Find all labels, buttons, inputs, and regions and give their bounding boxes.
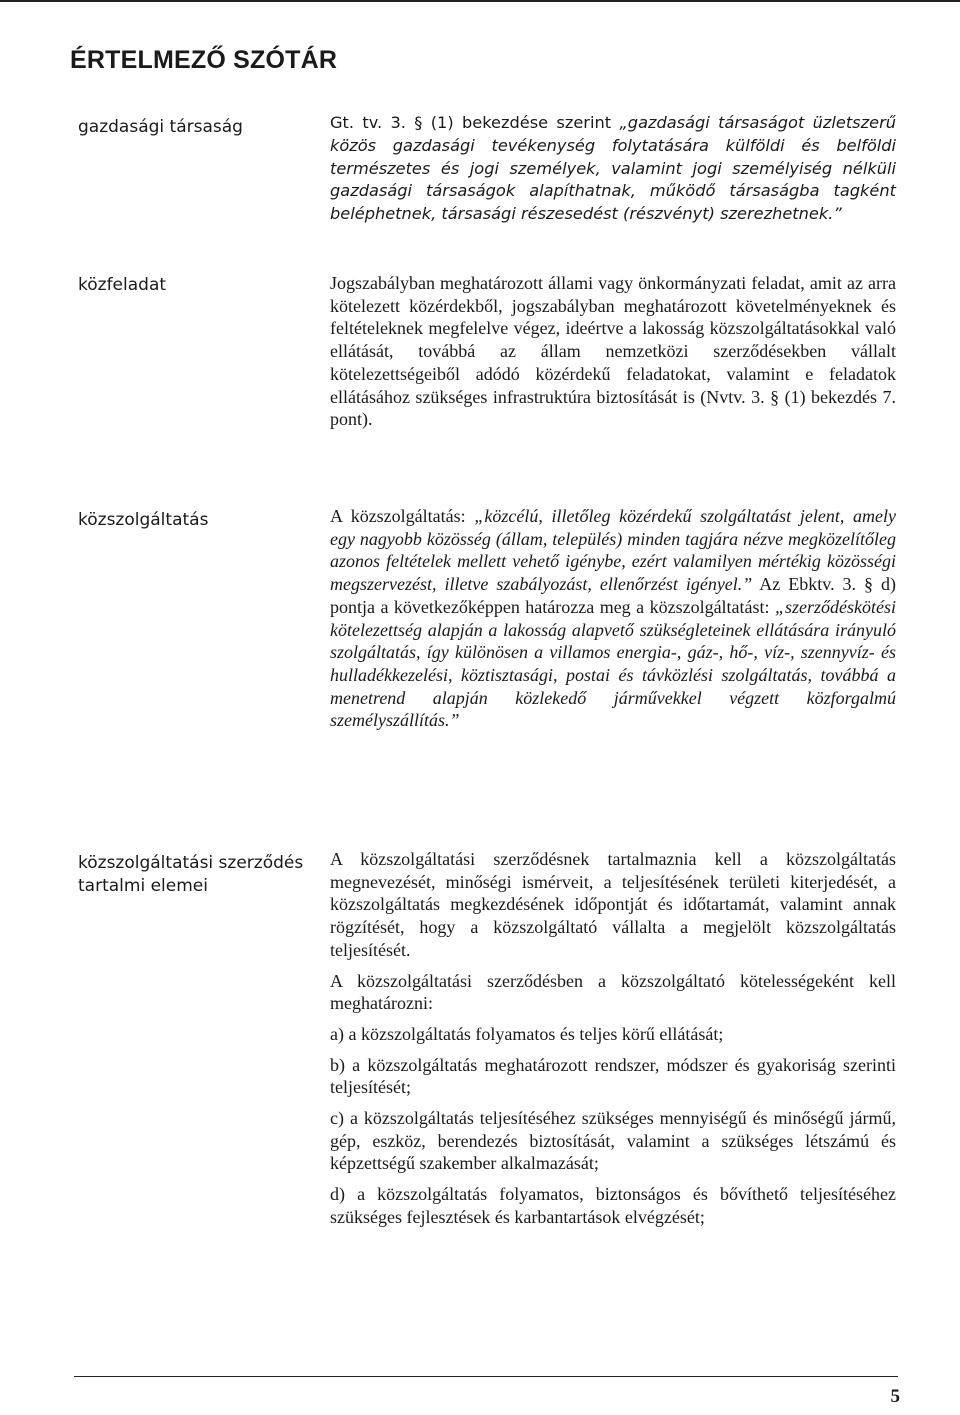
text-run: Gt. tv. 3. § (1) bekezdése szerint xyxy=(330,113,620,132)
text-run: A közszolgáltatás: xyxy=(330,506,475,526)
text-run: Az Ebktv. 3. § d) pontja a következőképpen határozza meg a közszolgáltatást: xyxy=(330,574,896,617)
page-title: ÉRTELMEZŐ SZÓTÁR xyxy=(70,46,338,74)
quote-run: „gazdasági társaságot üzletszerű közös gazdasági tevékenység folytatására külföldi és belföldi természetes és jogi személyek, valamint jogi személyiség nélküli gazdasági társaságok alapíthatnak, működő társaságba tagként beléphetnek, társasági részesedést (részvényt) szerezhetnek.” xyxy=(330,113,896,224)
entry-body xyxy=(330,848,896,1237)
text-run: A közszolgáltatási szerződésnek tartalmaznia kell a közszolgáltatás megnevezését, minőségi ismérveit, a teljesítésének területi kiterjedését, a közszolgáltatás megkezdésének időpontját és időtartamát, valamint annak rögzítését, hogy a közszolgáltató vállalta a megjelölt közszolgáltatás teljesítését. xyxy=(330,849,896,960)
text-run: d) a közszolgáltatás folyamatos, biztonságos és bővíthető teljesítéséhez szükséges fejlesztések és karbantartások elvégzését; xyxy=(330,1184,896,1227)
text-run: a) a közszolgáltatás folyamatos és teljes körű ellátását; xyxy=(330,1023,724,1044)
entry-paragraph xyxy=(330,112,896,226)
entry-term: közfeladat xyxy=(78,275,167,295)
list-item-b xyxy=(330,1054,896,1099)
entry-term: gazdasági társaság xyxy=(78,117,243,137)
text-run: c) a közszolgáltatás teljesítéséhez szükséges mennyiségű és minőségű jármű, gép, eszköz, berendezés biztosítását, valamint a szükséges létszámú és képzettségű szakember alkalmazását; xyxy=(330,1108,896,1174)
text-run: Jogszabályban meghatározott állami vagy önkormányzati feladat, amit az arra kötelezett közérdekből, jogszabályban meghatározott követelményeknek és feltételeknek megfelelve végez, ideértve a lakosság közszolgáltatásokkal való ellátását, továbbá az állam nemzetközi szerződésekben vállalt kötelezettségeiből adódó közérdekű feladatokat, valamint e feladatok ellátásához szükséges infrastruktúra biztosítását is (Nvtv. 3. § (1) bekezdés 7. pont). xyxy=(330,273,896,430)
text-run: A közszolgáltatási szerződésben a közszolgáltató kötelességeként kell meghatározni: xyxy=(330,970,896,1014)
quote-run: „közcélú, illetőleg közérdekű szolgáltatást jelent, amely egy nagyobb közösség (állam, település) minden tagjára nézve megközelítőleg azonos feltételek mellett vehető igénybe, ezért valamilyen mértékig közösségi megszervezést, illetve szabályozást, ellenőrzést igényel.” xyxy=(330,506,897,595)
list-item-d xyxy=(330,1183,896,1228)
top-rule xyxy=(0,0,960,2)
entry-paragraph xyxy=(330,272,896,431)
entry-paragraph xyxy=(330,848,896,962)
list-item-c xyxy=(330,1107,896,1175)
text-run: b) a közszolgáltatás meghatározott rendszer, módszer és gyakoriság szerinti teljesítését; xyxy=(330,1054,896,1098)
entry-term: közszolgáltatási szerződés tartalmi elemei xyxy=(78,853,304,896)
footer-rule xyxy=(74,1376,898,1377)
entry-paragraph xyxy=(330,970,896,1015)
quote-run: „szerződéskötési kötelezettség alapján a lakosság alapvető szükségleteinek ellátására irányuló szolgáltatás, így különösen a villamos energia-, gáz-, hő-, víz-, szennyvíz- és hulladékkezelési, köztisztasági, postai és távközlési szolgáltatás, továbbá a menetrend alapján közlekedő járművekkel végzett közforgalmú személyszállítás.” xyxy=(330,596,896,731)
entry-body xyxy=(330,505,896,740)
entry-body xyxy=(330,112,896,234)
entry-body xyxy=(330,272,896,439)
entry-term: közszolgáltatás xyxy=(78,510,209,530)
entry-paragraph xyxy=(330,505,896,732)
list-item-a xyxy=(330,1023,896,1046)
page-number: 5 xyxy=(890,1386,900,1407)
